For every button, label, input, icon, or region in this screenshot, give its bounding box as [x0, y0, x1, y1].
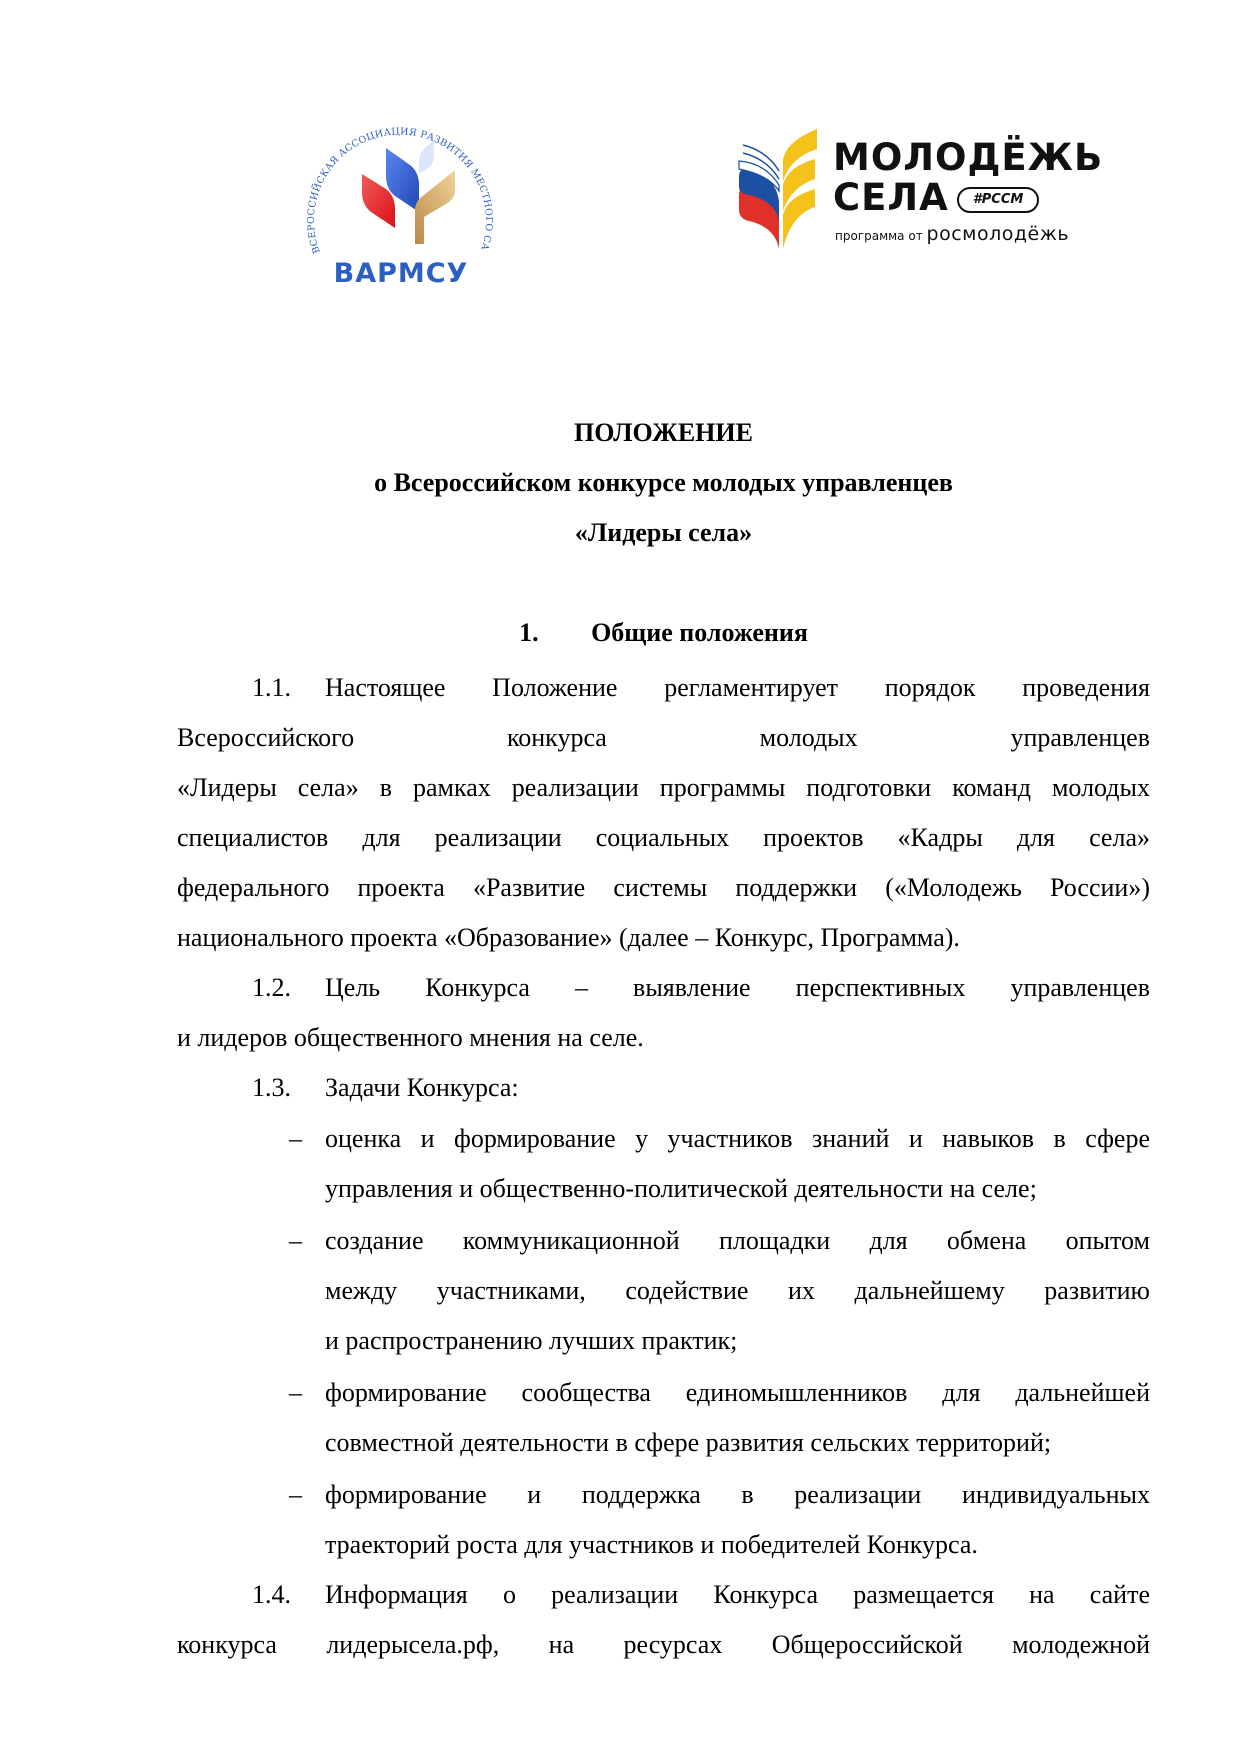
paragraph-line: конкурса лидерысела.рф, на ресурсах Общероссийской молодежной: [177, 1630, 1150, 1659]
wheat-flag-emblem: [735, 125, 825, 255]
paragraph-line: 1.2. Цель Конкурса – выявление перспективных управленцев: [177, 963, 1150, 1013]
logo-subtitle: [835, 223, 1069, 245]
logo-hashtag-badge: #РССМ: [957, 187, 1039, 213]
task-list-item: [289, 1368, 1150, 1468]
task-list-item: [289, 1216, 1150, 1366]
paragraph-number: 1.3.: [252, 1073, 291, 1102]
paragraph-line: Всероссийского конкурса молодых управленцев: [177, 723, 1150, 752]
paragraph-1-3: [177, 1063, 1150, 1113]
document-title: ПОЛОЖЕНИЕ: [574, 418, 753, 447]
list-item-line: создание коммуникационной площадки для обмена опытом: [325, 1226, 1150, 1255]
section-number: 1.: [519, 618, 539, 647]
paragraph-line: специалистов для реализации социальных проектов «Кадры для села»: [177, 823, 1150, 852]
list-item-line: формирование и поддержка в реализации индивидуальных: [325, 1480, 1150, 1509]
dash-bullet: –: [289, 1226, 302, 1255]
dash-bullet: –: [289, 1378, 302, 1407]
paragraph-line: 1.1. Настоящее Положение регламентирует порядок проведения: [177, 663, 1150, 713]
task-list-item: [289, 1470, 1150, 1570]
paragraph-number: 1.1.: [252, 673, 291, 702]
list-item-line: между участниками, содействие их дальнейшему развитию: [325, 1276, 1150, 1305]
paragraph-number: 1.4.: [252, 1580, 291, 1609]
paragraph-line: национального проекта «Образование» (далее – Конкурс, Программа).: [177, 923, 960, 952]
paragraph-line: и лидеров общественного мнения на селе.: [177, 1023, 644, 1052]
section-title: Общие положения: [591, 618, 808, 647]
paragraph-1-1: [177, 663, 1150, 963]
varmsu-name: ВАРМСУ: [333, 258, 469, 289]
paragraph-line: 1.4. Информация о реализации Конкурса размещается на сайте: [177, 1570, 1150, 1620]
paragraph-line: федерального проекта «Развитие системы поддержки («Молодежь России»): [177, 873, 1150, 902]
logo-subtitle-brand: росмолодёжь: [926, 223, 1070, 245]
list-item-line: и распространению лучших практик;: [325, 1326, 738, 1355]
paragraph-line: «Лидеры села» в рамках реализации программы подготовки команд молодых: [177, 773, 1150, 802]
paragraph-1-4: [177, 1570, 1150, 1670]
logo-word-sela: СЕЛА: [833, 176, 949, 219]
dash-bullet: –: [289, 1124, 302, 1153]
paragraph-number: 1.2.: [252, 973, 291, 1002]
document-subtitle: о Всероссийском конкурсе молодых управленцев: [374, 468, 953, 497]
list-item-line: совместной деятельности в сфере развития сельских территорий;: [325, 1428, 1052, 1457]
document-subtitle-name: «Лидеры села»: [574, 518, 753, 547]
molodezh-sela-logo: [735, 125, 1104, 255]
list-item-line: управления и общественно-политической деятельности на селе;: [325, 1174, 1037, 1203]
task-list-item: [289, 1114, 1150, 1214]
section-heading: [177, 618, 1150, 648]
list-item-line: оценка и формирование у участников знаний и навыков в сфере: [325, 1124, 1150, 1153]
paragraph-1-2: [177, 963, 1150, 1063]
paragraph-line: 1.3. Задачи Конкурса:: [177, 1063, 1150, 1113]
ring-text: ВСЕРОССИЙСКАЯ АССОЦИАЦИЯ РАЗВИТИЯ МЕСТНОГО САМОУПРАВЛЕНИЯ: [284, 74, 495, 255]
dash-bullet: –: [289, 1480, 302, 1509]
logo-word-molodezh: МОЛОДЁЖЬ: [833, 136, 1104, 179]
list-item-line: формирование сообщества единомышленников для дальнейшей: [325, 1378, 1150, 1407]
logo-subtitle-prefix: программа от: [835, 229, 923, 243]
list-item-line: траекторий роста для участников и победителей Конкурса.: [325, 1530, 978, 1559]
gold-stem: [415, 170, 455, 244]
emblem-leaves: [362, 140, 455, 244]
light-leaf: [419, 140, 434, 174]
